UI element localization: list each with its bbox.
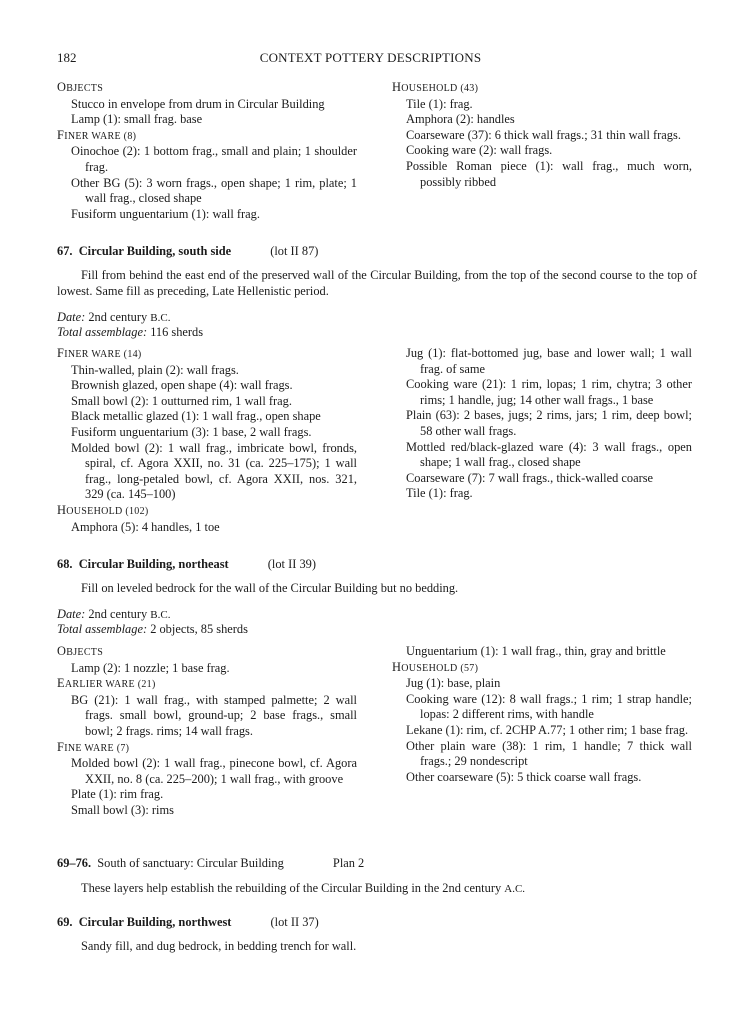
inventory-entry: Other BG (5): 3 worn frags., open shape; 1 rim, plate; 1 wall frag., closed shape [71, 175, 357, 206]
lot-number: (lot II 39) [267, 557, 316, 571]
section-67-total [57, 325, 697, 341]
inventory-entry: Jug (1): base, plain [406, 676, 501, 691]
date-value: 2nd century [88, 310, 148, 324]
total-value: 116 sherds [150, 325, 204, 339]
section-number: 68. [57, 557, 73, 571]
inventory-entry: Lamp (2): 1 nozzle; 1 base frag. [71, 660, 230, 675]
section-title: Circular Building, northeast [78, 557, 229, 571]
inventory-entry: Unguentarium (1): 1 wall frag., thin, gray and brittle [406, 644, 666, 658]
era: B.C. [150, 312, 171, 324]
section-69-description: Sandy fill, and dug bedrock, in bedding trench for wall. [81, 939, 357, 953]
lot-number: (lot II 87) [270, 244, 319, 258]
date-label: Date: [57, 310, 86, 324]
total-value: 2 objects, 85 sherds [150, 622, 248, 636]
section-67-description: Fill from behind the east end of the preserved wall of the Circular Building, from the top of the second course to the top of lowest. Same fill as preceding, Late Hellenistic period. [57, 268, 697, 298]
inventory-entry: Oinochoe (2): 1 bottom frag., small and plain; 1 shoulder frag. [71, 144, 357, 174]
section-68-total [57, 622, 697, 638]
date-label: Date: [57, 607, 86, 621]
inventory-entry: BG (21): 1 wall frag., with stamped palmette; 2 wall frags. small bowl, ground-up; 2 base frags., small bowl; 2 frags. rims; 14 wall frags. [71, 692, 357, 738]
inventory-entry: Brownish glazed, open shape (4): wall frags. [71, 378, 293, 393]
inventory-entry: Other plain ware (38): 1 rim, 1 handle; 7 thick wall frags.; 29 nondescript [406, 738, 692, 769]
inventory-entry: Other coarseware (5): 5 thick coarse wall frags. [406, 769, 642, 784]
description-text: These layers help establish the rebuilding of the Circular Building in the 2nd century [81, 881, 502, 895]
inventory-entry: Stucco in envelope from drum in Circular Building [71, 96, 325, 111]
top-right-column [392, 80, 692, 190]
section-number: 67. [57, 244, 73, 258]
inventory-entry: Mottled red/black-glazed ware (4): 3 wall frags., open shape; 1 wall frag., closed shape [406, 439, 692, 470]
inventory-entry: Cooking ware (12): 8 wall frags.; 1 rim; 1 strap handle; lopas: 2 different rims, with handle [406, 691, 692, 722]
inventory-entry: Amphora (2): handles [406, 112, 515, 127]
running-title: CONTEXT POTTERY DESCRIPTIONS [259, 50, 482, 65]
date-value: 2nd century [88, 607, 148, 621]
category-heading: FINE WARE (7) [57, 739, 130, 754]
section-number: 69–76. [57, 856, 92, 870]
section-title: South of sanctuary: Circular Building [97, 856, 284, 870]
era: B.C. [150, 609, 171, 621]
total-label: Total assemblage: [57, 325, 148, 339]
section-67-left-column [57, 346, 357, 535]
category-heading: FINER WARE (8) [57, 127, 137, 142]
inventory-entry: Amphora (5): 4 handles, 1 toe [71, 519, 220, 534]
inventory-entry: Black metallic glazed (1): 1 wall frag., open shape [71, 409, 321, 424]
inventory-entry: Molded bowl (2): 1 wall frag., imbricate bowl, fronds, spiral, cf. Agora XXII, no. 31 (ca. 225–175); 1 wall frag., long-petaled bowl, cf. Agora XXII, nos. 321, 329 (ca. 145–100) [71, 440, 357, 502]
section-67-heading [57, 244, 697, 260]
inventory-entry: Tile (1): frag. [406, 96, 473, 111]
category-heading: EARLIER WARE (21) [57, 676, 156, 691]
section-68-description: Fill on leveled bedrock for the wall of the Circular Building but no bedding. [81, 581, 459, 595]
inventory-entry: Small bowl (2): 1 outturned rim, 1 wall frag. [71, 393, 292, 408]
inventory-entry: Jug (1): flat-bottomed jug, base and lower wall; 1 wall frag. of same [406, 346, 692, 376]
inventory-entry: Lekane (1): rim, cf. 2CHP A.77; 1 other rim; 1 base frag. [406, 722, 689, 737]
inventory-entry: Tile (1): frag. [406, 486, 473, 501]
inventory-entry: Cooking ware (21): 1 rim, lopas; 1 rim, chytra; 3 other rims; 1 handle, jug; 14 other wall frags., 1 base [406, 377, 692, 407]
inventory-entry: Thin-walled, plain (2): wall frags. [71, 362, 239, 377]
category-heading: HOUSEHOLD (102) [57, 502, 149, 517]
inventory-entry: Fusiform unguentarium (3): 1 base, 2 wall frags. [71, 424, 312, 439]
inventory-entry: Fusiform unguentarium (1): wall frag. [71, 206, 260, 221]
inventory-entry: Lamp (1): small frag. base [71, 112, 203, 127]
top-left-column [57, 80, 357, 222]
inventory-entry: Coarseware (7): 7 wall frags., thick-walled coarse [406, 470, 654, 485]
inventory-entry: Plain (63): 2 bases, jugs; 2 rims, jars; 1 rim, deep bowl; 58 other wall frags. [406, 408, 692, 438]
section-69-76-description [57, 881, 697, 898]
inventory-entry: Cooking ware (2): wall frags. [406, 143, 553, 158]
page-number: 182 [57, 50, 77, 65]
section-number: 69. [57, 915, 73, 929]
era: A.C. [504, 883, 526, 895]
section-68-left-column [57, 644, 357, 819]
inventory-entry: Possible Roman piece (1): wall frag., much worn, possibly ribbed [406, 158, 692, 189]
section-67-right-column [392, 346, 692, 502]
category-heading: OBJECTS [57, 644, 104, 658]
section-69-heading [57, 915, 697, 931]
lot-number: (lot II 37) [270, 915, 319, 929]
total-label: Total assemblage: [57, 622, 148, 636]
inventory-entry: Small bowl (3): rims [71, 802, 174, 817]
inventory-entry: Molded bowl (2): 1 wall frag., pinecone bowl, cf. Agora XXII, no. 8 (ca. 225–200); 1 wall frag., with groove [71, 756, 357, 786]
plan-reference: Plan 2 [332, 856, 365, 870]
inventory-entry: Coarseware (37): 6 thick wall frags.; 31 thin wall frags. [406, 127, 681, 142]
category-heading: FINER WARE (14) [57, 346, 142, 360]
section-title: Circular Building, northwest [78, 915, 232, 929]
category-heading: HOUSEHOLD (57) [392, 659, 479, 674]
category-heading: OBJECTS [57, 80, 104, 94]
section-title: Circular Building, south side [78, 244, 232, 258]
section-69-76-heading [57, 856, 697, 872]
category-heading: HOUSEHOLD (43) [392, 80, 479, 94]
section-68-right-column [392, 644, 692, 785]
section-68-heading [57, 557, 697, 573]
inventory-entry: Plate (1): rim frag. [71, 787, 164, 802]
